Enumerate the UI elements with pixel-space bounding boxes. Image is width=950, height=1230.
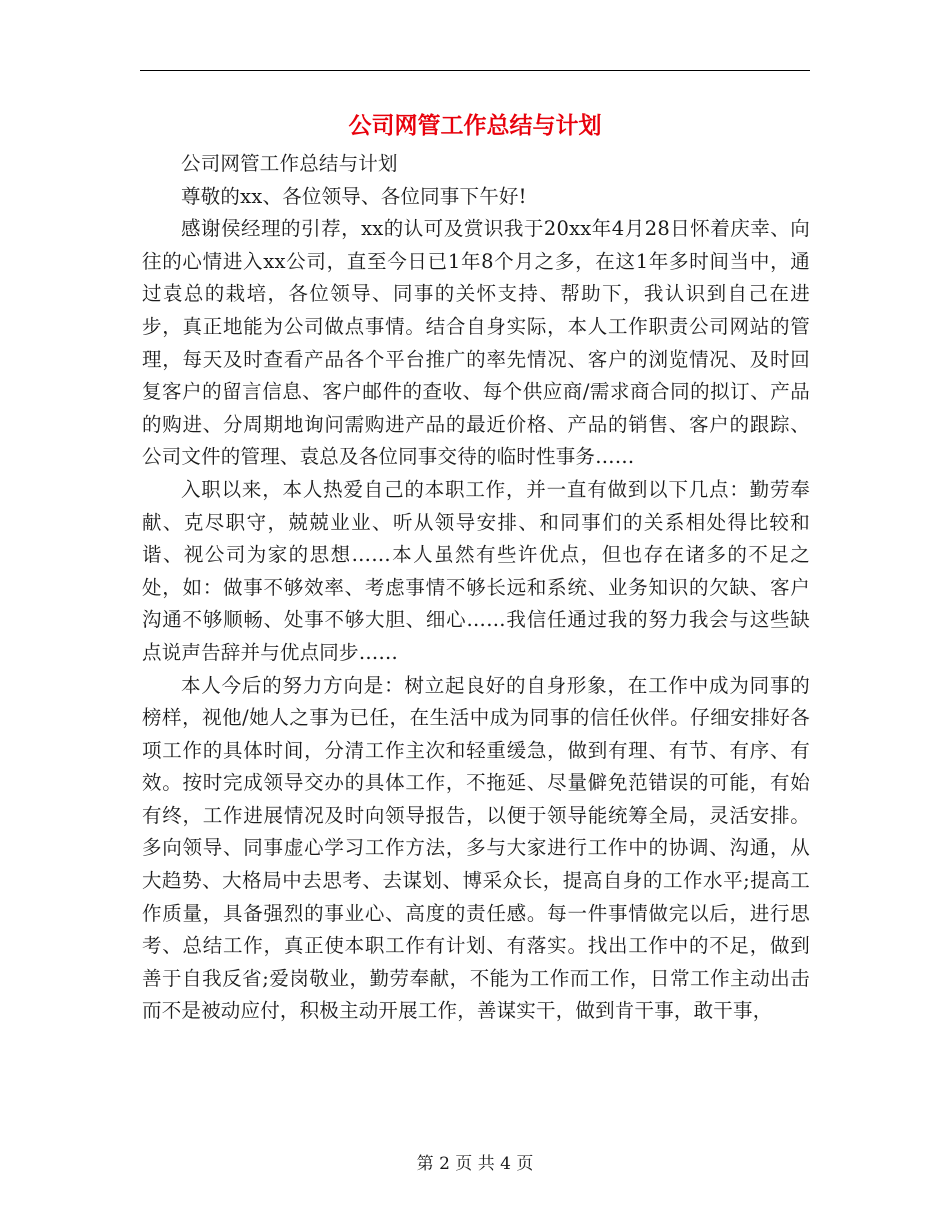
paragraph-self-review: 入职以来，本人热爱自己的本职工作，并一直有做到以下几点：勤劳奉献、克尽职守，兢兢业业、听从领导安排、和同事们的关系相处得比较和谐、视公司为家的思想……本人虽然有些许优点，但也存在诸多的不足之处，如：做事不够效率、考虑事情不够长远和系统、业务知识的欠缺、客户沟通不够顺畅、处事不够大胆、细心……我信任通过我的努力我会与这些缺点说声告辞并与优点同步…… (142, 477, 810, 664)
document-body (142, 148, 810, 1028)
document-title: 公司网管工作总结与计划 (348, 112, 602, 139)
paragraph-subtitle: 公司网管工作总结与计划 (181, 152, 398, 175)
paragraph-thanks: 感谢侯经理的引荐，xx的认可及赏识我于20xx年4月28日怀着庆幸、向往的心情进入xx公司，直至今日已1年8个月之多，在这1年多时间当中，通过袁总的栽培，各位领导、同事的关怀支持、帮助下，我认识到自己在进步，真正地能为公司做点事情。结合自身实际，本人工作职责公司网站的管理，每天及时查看产品各个平台推广的率先情况、客户的浏览情况、及时回复客户的留言信息、客户邮件的查收、每个供应商/需求商合同的拟订、产品的购进、分周期地询问需购进产品的最近价格、产品的销售、客户的跟踪、公司文件的管理、袁总及各位同事交待的临时性事务…… (142, 217, 810, 469)
paragraph-greeting: 尊敬的xx、各位领导、各位同事下午好! (181, 184, 527, 208)
paragraph-future-plan: 本人今后的努力方向是：树立起良好的自身形象，在工作中成为同事的榜样，视他/她人之事为已任，在生活中成为同事的信任伙伴。仔细安排好各项工作的具体时间，分清工作主次和轻重缓急，做到有理、有节、有序、有效。按时完成领导交办的具体工作，不拖延、尽量僻免范错误的可能，有始有终，工作进展情况及时向领导报告，以便于领导能统筹全局，灵活安排。多向领导、同事虚心学习工作方法，多与大家进行工作中的协调、沟通，从大趋势、大格局中去思考、去谋划、博采众长，提高自身的工作水平;提高工作质量，具备强烈的事业心、高度的责任感。每一件事情做完以后，进行思考、总结工作，真正使本职工作有计划、有落实。找出工作中的不足，做到善于自我反省;爱岗敬业，勤劳奉献，不能为工作而工作，日常工作主动出击而不是被动应付，积极主动开展工作，善谋实干，做到肯干事，敢干事， (142, 673, 810, 1023)
page-number: 第 2 页 共 4 页 (416, 1154, 534, 1174)
header-rule (140, 70, 810, 71)
